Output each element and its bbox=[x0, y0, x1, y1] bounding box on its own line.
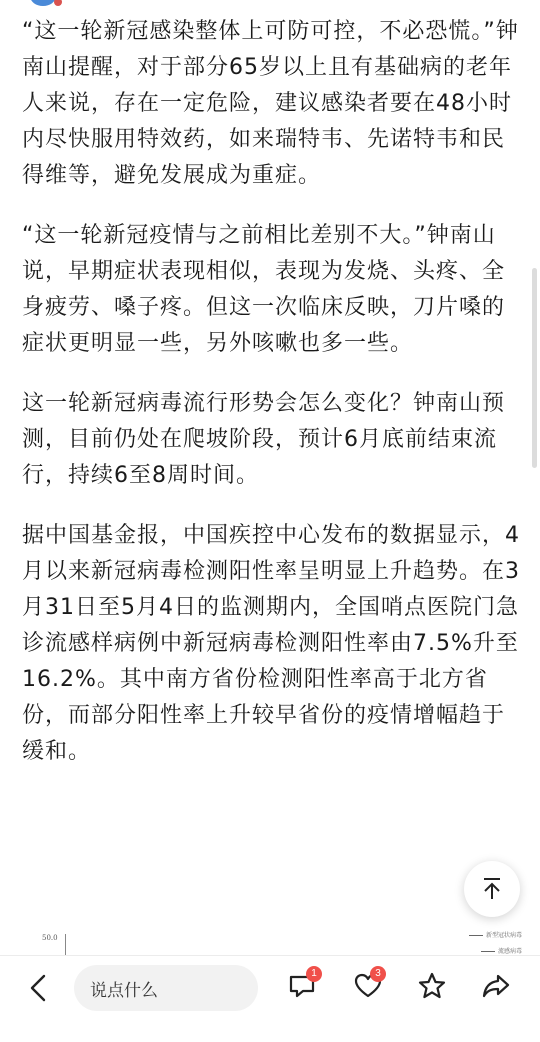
chevron-left-icon bbox=[27, 973, 49, 1003]
chart-legend-label: 流感病毒 bbox=[497, 948, 522, 955]
back-button[interactable] bbox=[18, 970, 58, 1006]
article-paragraph: 据中国基金报，中国疾控中心发布的数据显示，4月以来新冠病毒检测阳性率呈明显上升趋势。在3月31日至5月4日的监测期内，全国哨点医院门急诊流感样病例中新冠病毒检测阳性率由7.5%升至16.2%。其中南方省份检测阳性率高于北方省份，而部分阳性率上升较早省份的疫情增幅趋于缓和。 bbox=[22, 523, 520, 764]
star-icon bbox=[417, 971, 447, 1001]
app-logo bbox=[30, 0, 56, 6]
share-button[interactable] bbox=[478, 968, 514, 1004]
article-paragraph: 这一轮新冠病毒流行形势会怎么变化？钟南山预测，目前仍处在爬坡阶段，预计6月底前结束流行，持续6至8周时间。 bbox=[22, 391, 506, 488]
comment-input[interactable] bbox=[74, 965, 258, 1011]
scrollbar[interactable] bbox=[532, 268, 537, 468]
chart-legend-label: 新型冠状病毒 bbox=[485, 932, 522, 939]
share-arrow-icon bbox=[481, 971, 511, 1001]
notification-dot bbox=[54, 0, 62, 6]
chart-legend-item bbox=[469, 930, 522, 939]
article-paragraph: “这一轮新冠疫情与之前相比差别不大。”钟南山说，早期症状表现相似，表现为发烧、头疼、全身疲劳、嗓子疼。但这一次临床反映，刀片嗓的症状更明显一些，另外咳嗽也多一些。 bbox=[22, 223, 506, 356]
back-to-top-button[interactable] bbox=[464, 861, 520, 917]
like-count-badge: 3 bbox=[370, 966, 386, 982]
comment-placeholder: 说点什么 bbox=[90, 980, 158, 1001]
comment-button[interactable] bbox=[284, 968, 320, 1004]
comment-count-badge: 1 bbox=[306, 966, 322, 982]
chart-y-tick: 50.0 bbox=[42, 934, 58, 942]
article-paragraph: “这一轮新冠感染整体上可防可控，不必恐慌。”钟南山提醒，对于部分65岁以上且有基础病的老年人来说，存在一定危险，建议感染者要在48小时内尽快服用特效药，如来瑞特韦、先诺特韦和民得维等，避免发展成为重症。 bbox=[22, 19, 519, 188]
like-button[interactable] bbox=[350, 968, 386, 1004]
chart-legend-item bbox=[481, 946, 522, 955]
bottom-action-bar bbox=[0, 955, 540, 1042]
article-body bbox=[22, 14, 522, 794]
arrow-up-icon bbox=[479, 876, 505, 902]
favorite-button[interactable] bbox=[414, 968, 450, 1004]
